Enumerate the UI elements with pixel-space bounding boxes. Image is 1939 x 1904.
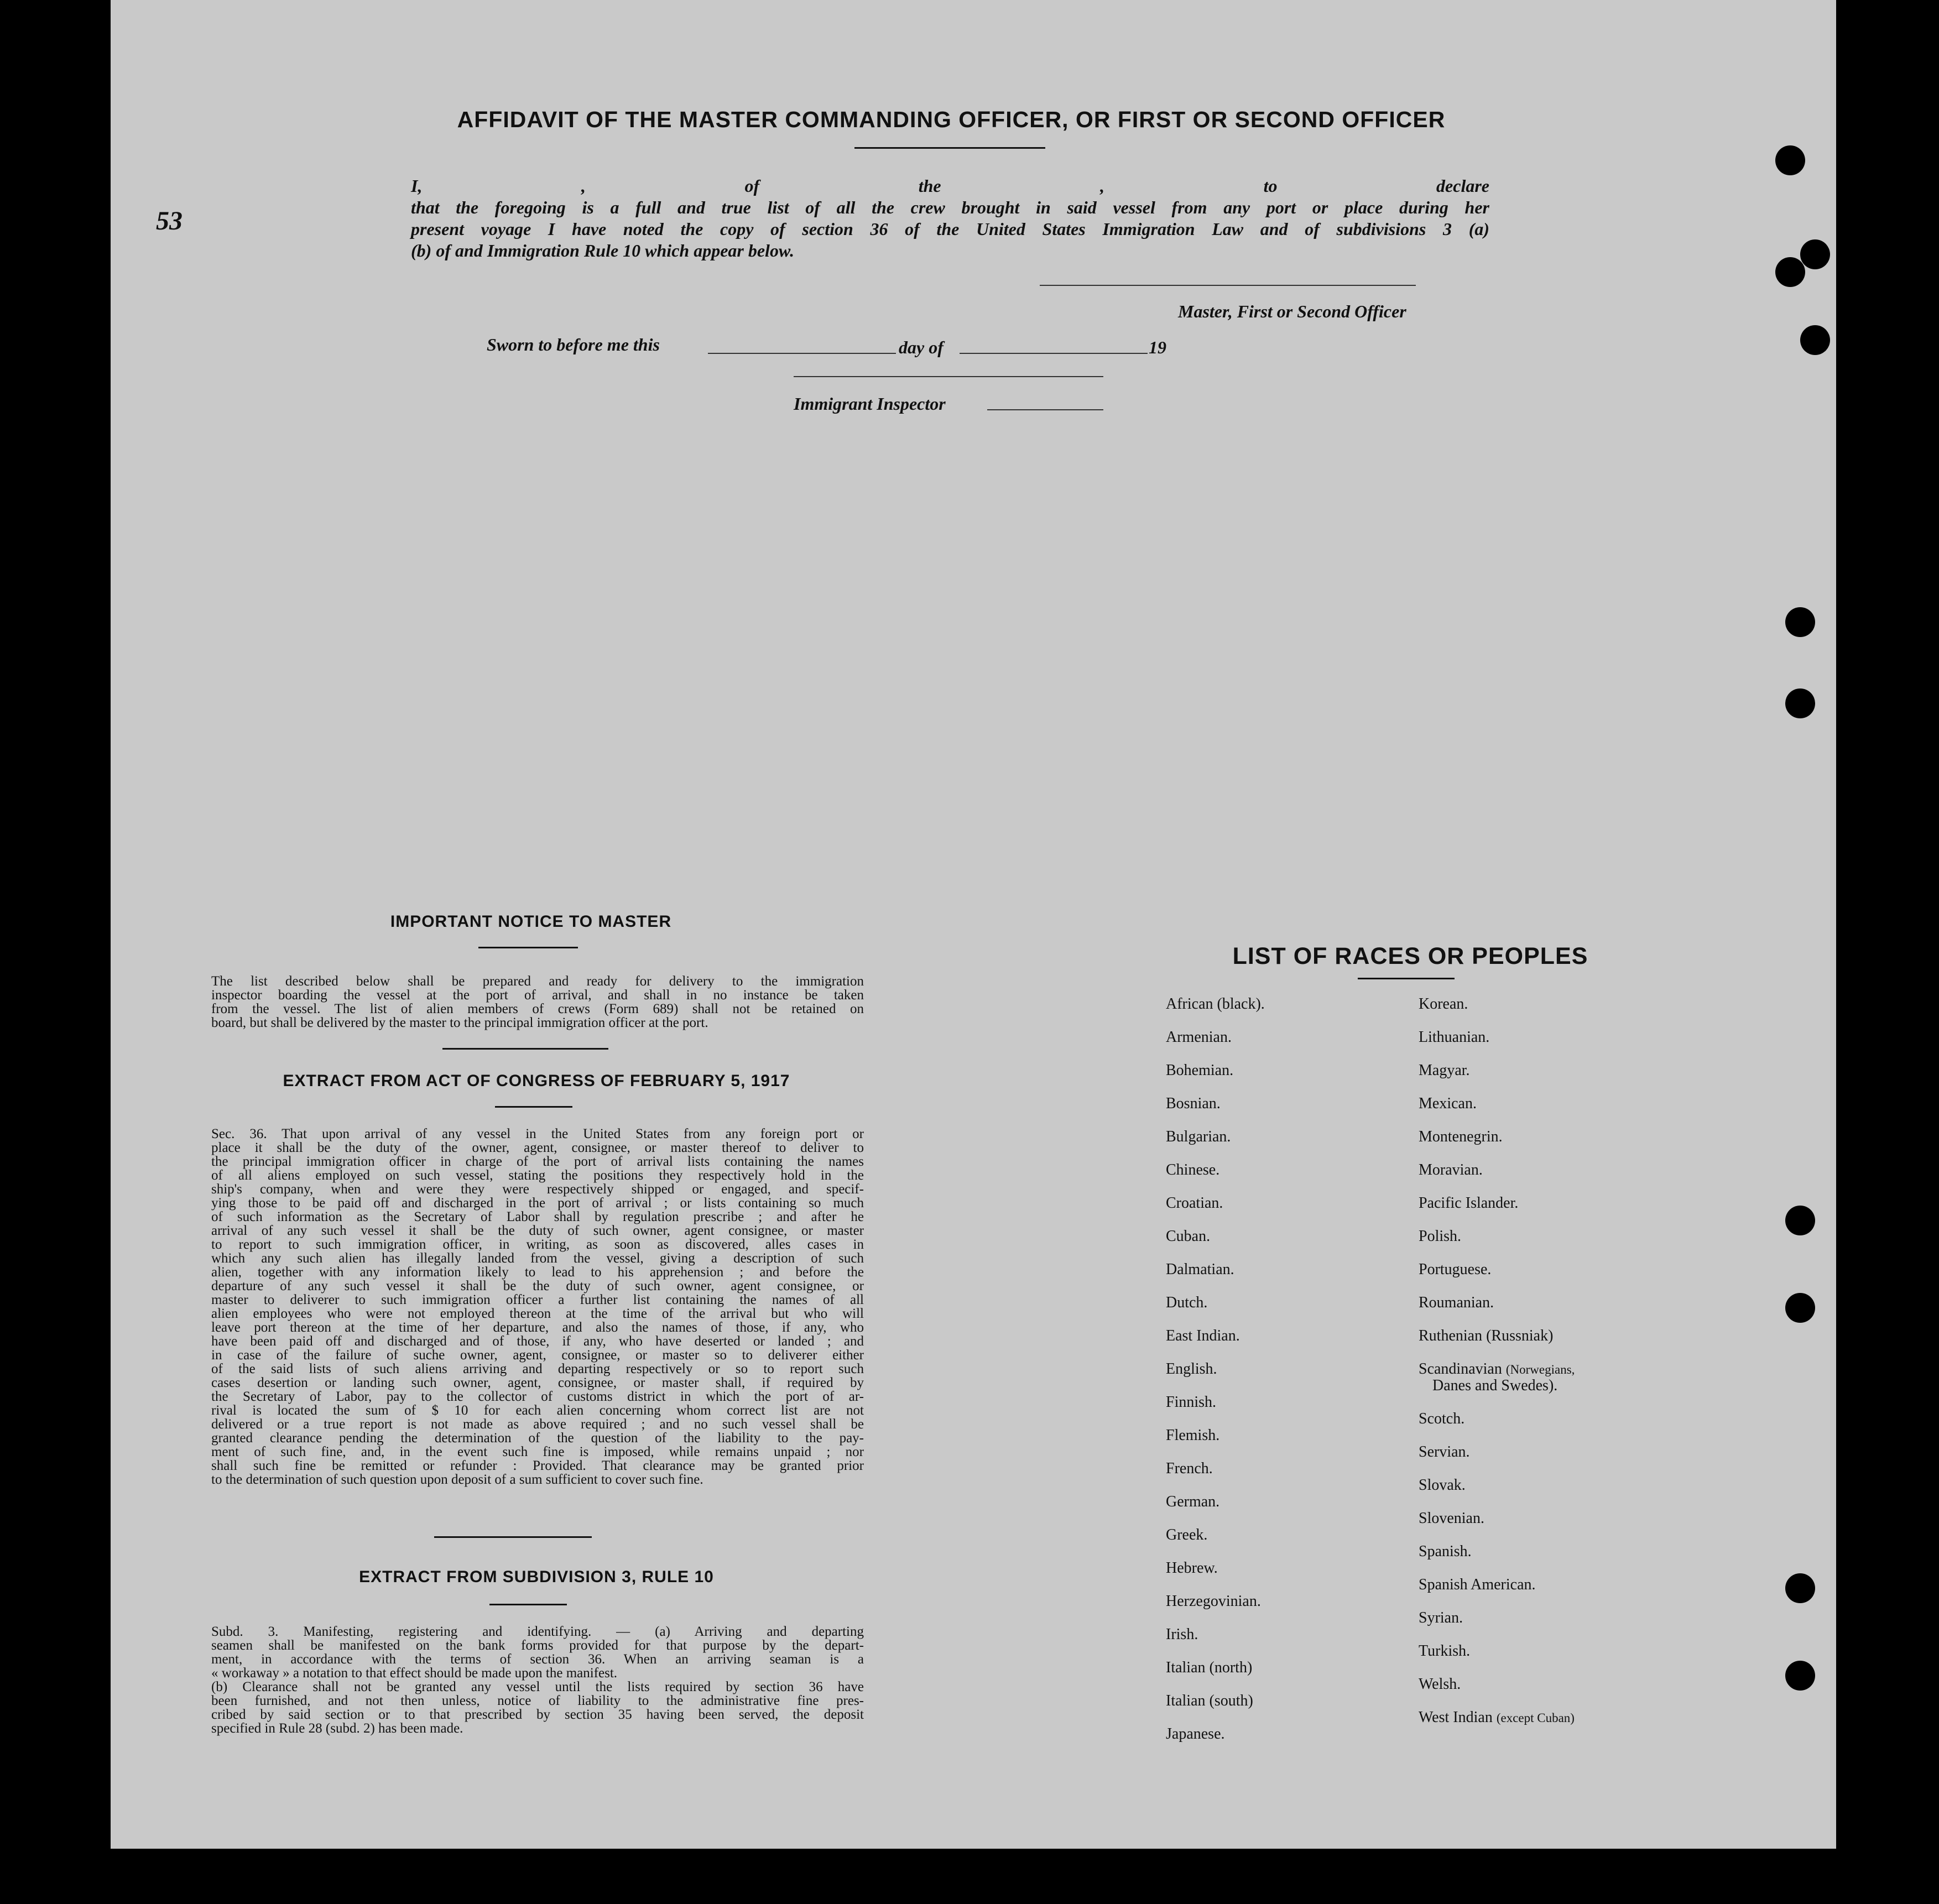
rule-line: specified in Rule 28 (subd. 2) has been made. [211, 1721, 463, 1736]
race-left: German. [1166, 1493, 1220, 1510]
binder-hole [1785, 607, 1815, 637]
race-right: Mexican. [1419, 1095, 1477, 1112]
race-right: Portuguese. [1419, 1261, 1492, 1278]
race-right: Polish. [1419, 1228, 1462, 1245]
race-left: Japanese. [1166, 1725, 1225, 1743]
race-right: Syrian. [1419, 1609, 1463, 1626]
race-right: Slovenian. [1419, 1510, 1484, 1527]
act-line: have been paid off and discharged and of those, if any, who have deserted or landed ; and [211, 1334, 864, 1349]
act-line: in case of the failure of suche owner, agent, consignee, or master so to deliverer either [211, 1348, 864, 1363]
race-left: Irish. [1166, 1626, 1198, 1643]
section-divider [442, 1048, 608, 1050]
race-left: Italian (south) [1166, 1692, 1253, 1709]
act-line: the principal immigration officer in charge of the port of arrival lists containing the names [211, 1154, 864, 1169]
race-right: Moravian. [1419, 1161, 1483, 1178]
act-line: master to deliverer to such immigration officer a further list containing the names of all [211, 1292, 864, 1307]
affidavit-title: AFFIDAVIT OF THE MASTER COMMANDING OFFICER, OR FIRST OR SECOND OFFICER [457, 107, 1446, 132]
act-line: place it shall be the duty of the owner, agent, consignee, or master thereof to deliver to [211, 1140, 864, 1155]
race-left: Cuban. [1166, 1228, 1211, 1245]
binder-hole [1775, 145, 1805, 175]
affidavit-line: that the foregoing is a full and true list of all the crew brought in said vessel from any port or place during her [411, 197, 1489, 217]
race-left: Bosnian. [1166, 1095, 1221, 1112]
signature-label: Master, First or Second Officer [1178, 301, 1406, 321]
act-underline [495, 1106, 572, 1108]
act-line: alien employees who were not employed thereon at the time of the arrival but who will [211, 1306, 864, 1321]
act-line: cases desertion or landing such owner, agent, consignee, or master shall, if required by [211, 1375, 864, 1390]
binder-hole [1800, 239, 1830, 269]
notice-line: inspector boarding the vessel at the port of arrival, and shall in no instance be taken [211, 988, 864, 1003]
races-underline [1358, 978, 1455, 979]
act-line: to the determination of such question upon deposit of a sum sufficient to cover such fine. [211, 1472, 703, 1487]
inspector-signature-line [794, 376, 1103, 377]
race-right: Montenegrin. [1419, 1128, 1503, 1145]
act-line: leave port thereon at the time of her departure, and also the names of those, if any, who [211, 1320, 864, 1335]
rule-heading: EXTRACT FROM SUBDIVISION 3, RULE 10 [359, 1568, 714, 1586]
race-left: Armenian. [1166, 1029, 1232, 1046]
race-right [1419, 1360, 1575, 1378]
race-right: Magyar. [1419, 1062, 1470, 1079]
act-line: of all aliens employed on such vessel, stating the positions they respectively hold in the [211, 1168, 864, 1183]
act-line: alien, together with any information likely to lead to his apprehension ; and before the [211, 1265, 864, 1280]
race-right: Welsh. [1419, 1676, 1461, 1693]
rule-underline [489, 1604, 567, 1605]
notice-line: from the vessel. The list of alien members of crews (Form 689) shall not be retained on [211, 1001, 864, 1016]
race-right: Scotch. [1419, 1410, 1465, 1427]
act-line: to report to such immigration officer, in writing, as soon as discovered, alles cases in [211, 1237, 864, 1252]
notice-line: board, but shall be delivered by the master to the principal immigration officer at the port. [211, 1015, 708, 1030]
race-left: Dutch. [1166, 1294, 1208, 1311]
race-left: Italian (north) [1166, 1659, 1253, 1676]
sworn-label: Sworn to before me this [487, 335, 660, 354]
race-left: Greek. [1166, 1526, 1208, 1543]
act-line: Sec. 36. That upon arrival of any vessel in the United States from any foreign port or [211, 1126, 864, 1141]
margin-mark: 53 [156, 206, 183, 236]
rule-line: seamen shall be manifested on the bank forms provided for that purpose by the depart- [211, 1638, 864, 1653]
race-left: Herzegovinian. [1166, 1593, 1261, 1610]
binder-hole [1785, 1661, 1815, 1691]
inspector-label: Immigrant Inspector [794, 394, 946, 414]
race-right: Pacific Islander. [1419, 1194, 1519, 1212]
rule-text [211, 1625, 864, 1735]
race-left: Croatian. [1166, 1194, 1223, 1212]
race-left: Finnish. [1166, 1394, 1217, 1411]
notice-line: The list described below shall be prepared and ready for delivery to the immigration [211, 974, 864, 989]
act-line: ment of such fine, and, in the event such fine is imposed, while remains unpaid ; nor [211, 1444, 864, 1459]
rule-line: (b) Clearance shall not be granted any vessel until the lists required by section 36 have [211, 1679, 864, 1694]
race-right: Spanish American. [1419, 1576, 1536, 1593]
signature-line [1040, 285, 1416, 286]
rule-line: Subd. 3. Manifesting, registering and identifying. — (a) Arriving and departing [211, 1624, 864, 1639]
act-line: arrival of any such vessel it shall be the duty of such owner, agent consignee, or master [211, 1223, 864, 1238]
race-right [1419, 1709, 1575, 1726]
west-indian-note: (except Cuban) [1496, 1711, 1575, 1725]
binder-hole [1800, 325, 1830, 355]
race-right: Slovak. [1419, 1477, 1466, 1494]
year-label: 19 [1149, 337, 1166, 357]
race-left: Flemish. [1166, 1427, 1220, 1444]
act-line: of the said lists of such aliens arriving and departing respectively or so to report such [211, 1362, 864, 1376]
race-right: Lithuanian. [1419, 1029, 1490, 1046]
scandinavian-note-line: Danes and Swedes). [1432, 1377, 1558, 1394]
act-line: ying those to be paid off and discharged in the port of arrival ; or lists containing so much [211, 1196, 864, 1211]
race-left: East Indian. [1166, 1327, 1240, 1344]
affidavit-line: present voyage I have noted the copy of section 36 of the United States Immigration Law and of subdivisions 3 (a) [411, 219, 1489, 239]
binder-hole [1785, 688, 1815, 718]
act-line: which any such alien has illegally landed from the vessel, giving a description of such [211, 1251, 864, 1266]
race-right-label: West Indian [1419, 1709, 1493, 1726]
inspector-line [987, 409, 1103, 410]
race-right: Servian. [1419, 1443, 1470, 1460]
race-right: Ruthenian (Russniak) [1419, 1327, 1554, 1344]
section-divider [434, 1536, 592, 1538]
title-underline [854, 147, 1045, 149]
binder-hole [1785, 1573, 1815, 1603]
race-left: Bohemian. [1166, 1062, 1234, 1079]
race-left: Hebrew. [1166, 1559, 1218, 1577]
rule-line: cribed by said section or to that prescribed by section 35 having been served, the deposit [211, 1707, 864, 1722]
race-right: Korean. [1419, 995, 1468, 1013]
notice-heading: IMPORTANT NOTICE TO MASTER [390, 912, 672, 931]
day-of-label: day of [899, 337, 944, 357]
race-left: Dalmatian. [1166, 1261, 1234, 1278]
act-line: shall such fine be remitted or refunder : Provided. That clearance may be granted prior [211, 1458, 864, 1473]
affidavit-line: (b) of and Immigration Rule 10 which appear below. [411, 241, 795, 260]
act-line: granted clearance pending the determination of the question of the liability to the pay- [211, 1431, 864, 1446]
act-line: the Secretary of Labor, pay to the collector of customs district in which the port of ar- [211, 1389, 864, 1404]
affidavit-line: I, , of the , to declare [411, 176, 1489, 196]
binder-hole [1785, 1206, 1815, 1235]
act-line: rival is located the sum of $ 10 for each alien concerning whom correct list are not [211, 1403, 864, 1418]
notice-underline [478, 947, 578, 948]
race-left: English. [1166, 1360, 1217, 1378]
act-line: ship's company, when and were they were respectively shipped or engaged, and specif- [211, 1182, 864, 1197]
race-right: Turkish. [1419, 1642, 1471, 1660]
race-right: Spanish. [1419, 1543, 1472, 1560]
act-heading: EXTRACT FROM ACT OF CONGRESS OF FEBRUARY 5, 1917 [283, 1072, 790, 1090]
month-line [960, 353, 1148, 354]
binder-hole [1785, 1293, 1815, 1323]
day-line [708, 353, 896, 354]
race-left: Bulgarian. [1166, 1128, 1231, 1145]
race-right: Roumanian. [1419, 1294, 1494, 1311]
race-left: Chinese. [1166, 1161, 1220, 1178]
act-line: of such information as the Secretary of Labor shall by regulation prescribe ; and after he [211, 1209, 864, 1224]
act-text [211, 1127, 864, 1486]
races-heading: LIST OF RACES OR PEOPLES [1232, 943, 1588, 969]
rule-line: ment, in accordance with the terms of section 36. When an arriving seaman is a [211, 1652, 864, 1667]
notice-text [211, 974, 864, 1030]
act-line: departure of any such vessel it shall be the duty of such owner, agent consignee, or [211, 1279, 864, 1293]
rule-line: been furnished, and not then unless, notice of liability to the administrative fine pres- [211, 1693, 864, 1708]
binder-hole [1775, 257, 1805, 287]
race-left: African (black). [1166, 995, 1265, 1013]
scandinavian-note: (Norwegians, [1505, 1363, 1575, 1376]
race-left: French. [1166, 1460, 1213, 1477]
race-right-label: Scandinavian [1419, 1360, 1502, 1378]
rule-line: « workaway » a notation to that effect should be made upon the manifest. [211, 1666, 618, 1681]
act-line: delivered or a true report is not made as above required ; and no such vessel shall be [211, 1417, 864, 1432]
